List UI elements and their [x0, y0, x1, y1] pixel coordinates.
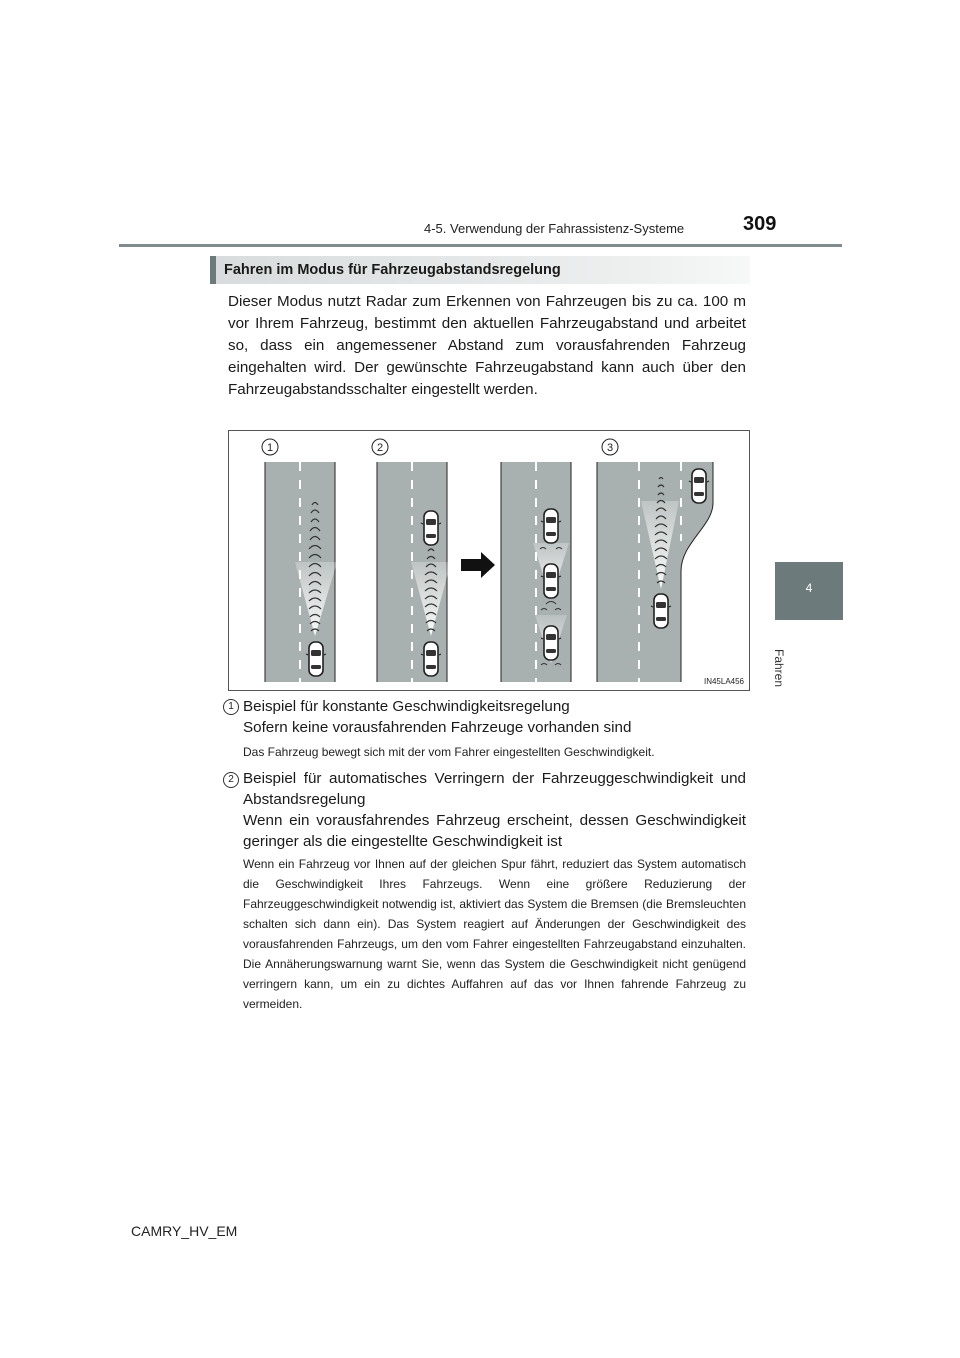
- illustration: [228, 430, 750, 691]
- item-1-number: 1: [223, 699, 239, 715]
- section-heading-text: Fahren im Modus für Fahrzeugabstandsregelung: [224, 262, 561, 278]
- chapter-label: Fahren: [772, 649, 786, 688]
- section-heading: [210, 256, 750, 284]
- item-1-title-line2: Sofern keine vorausfahrenden Fahrzeuge vorhanden sind: [243, 719, 632, 736]
- item-1-title-line1: Beispiel für konstante Geschwindigkeitsregelung: [243, 698, 570, 715]
- road-2: [377, 462, 451, 682]
- section-title: 4-5. Verwendung der Fahrassistenz-Systeme: [424, 221, 685, 236]
- page-number: 309: [743, 213, 777, 235]
- item-2-title-line1: Beispiel für automatisches Verringern der Fahrzeuggeschwindigkeit und Abstandsregelung: [243, 770, 746, 808]
- item-2-number: 2: [223, 772, 239, 788]
- transition-arrow: [461, 552, 495, 578]
- road-1: [265, 462, 337, 682]
- road-4: [597, 462, 713, 682]
- model-code: CAMRY_HV_EM: [131, 1223, 238, 1239]
- header-rule: [119, 244, 842, 247]
- illustration-svg: [229, 431, 751, 692]
- item-2-title-line2: Wenn ein vorausfahrendes Fahrzeug erscheint, dessen Geschwindigkeit geringer als die eingestellte Geschwindigkeit ist: [243, 812, 746, 850]
- chapter-tab[interactable]: [775, 562, 843, 620]
- chapter-number: 4: [805, 581, 813, 595]
- item-2-title: [243, 768, 746, 852]
- intro-paragraph: Dieser Modus nutzt Radar zum Erkennen von Fahrzeugen bis zu ca. 100 m vor Ihrem Fahrzeug, bestimmt den aktuellen Fahrzeugabstand und arbeitet so, dass ein angemessener Abstand zum vorausfahrenden Fahrzeug eingehalten wird. Der gewünschte Fahrzeugabstand kann auch über den Fahrzeugabstandsschalter eingestellt werden.: [228, 293, 746, 398]
- svg-text:1: 1: [266, 442, 274, 454]
- figure-label-2: [372, 439, 388, 455]
- road-3: [501, 462, 571, 682]
- item-2-description: Wenn ein Fahrzeug vor Ihnen auf der gleichen Spur fährt, reduziert das System automatisch die Geschwindigkeit Ihres Fahrzeugs. Wenn eine größere Reduzierung der Fahrzeuggeschwindigkeit notwendig ist, aktiviert das System die Bremsen (die Bremsleuchten schalten sich dann ein). Das System reagiert auf Änderungen der Geschwindigkeit des vorausfahrenden Fahrzeugs, um den vom Fahrer eingestellten Fahrzeugabstand einzuhalten. Die Annäherungswarnung warnt Sie, wenn das System die Geschwindigkeit nicht genügend verringern kann, um ein zu dichtes Auffahren auf das vor Ihnen fahrende Fahrzeug zu vermeiden.: [243, 857, 746, 1011]
- item-1-description: Das Fahrzeug bewegt sich mit der vom Fahrer eingestellten Geschwindigkeit.: [243, 745, 655, 759]
- svg-text:3: 3: [606, 442, 614, 454]
- item-1-title: [243, 696, 746, 738]
- svg-text:2: 2: [376, 442, 384, 454]
- heading-accent: [210, 256, 216, 284]
- figure-label-1: [262, 439, 278, 455]
- figure-code: IN45LA456: [703, 677, 744, 686]
- figure-label-3: [602, 439, 618, 455]
- chapter-label-box: [772, 625, 840, 688]
